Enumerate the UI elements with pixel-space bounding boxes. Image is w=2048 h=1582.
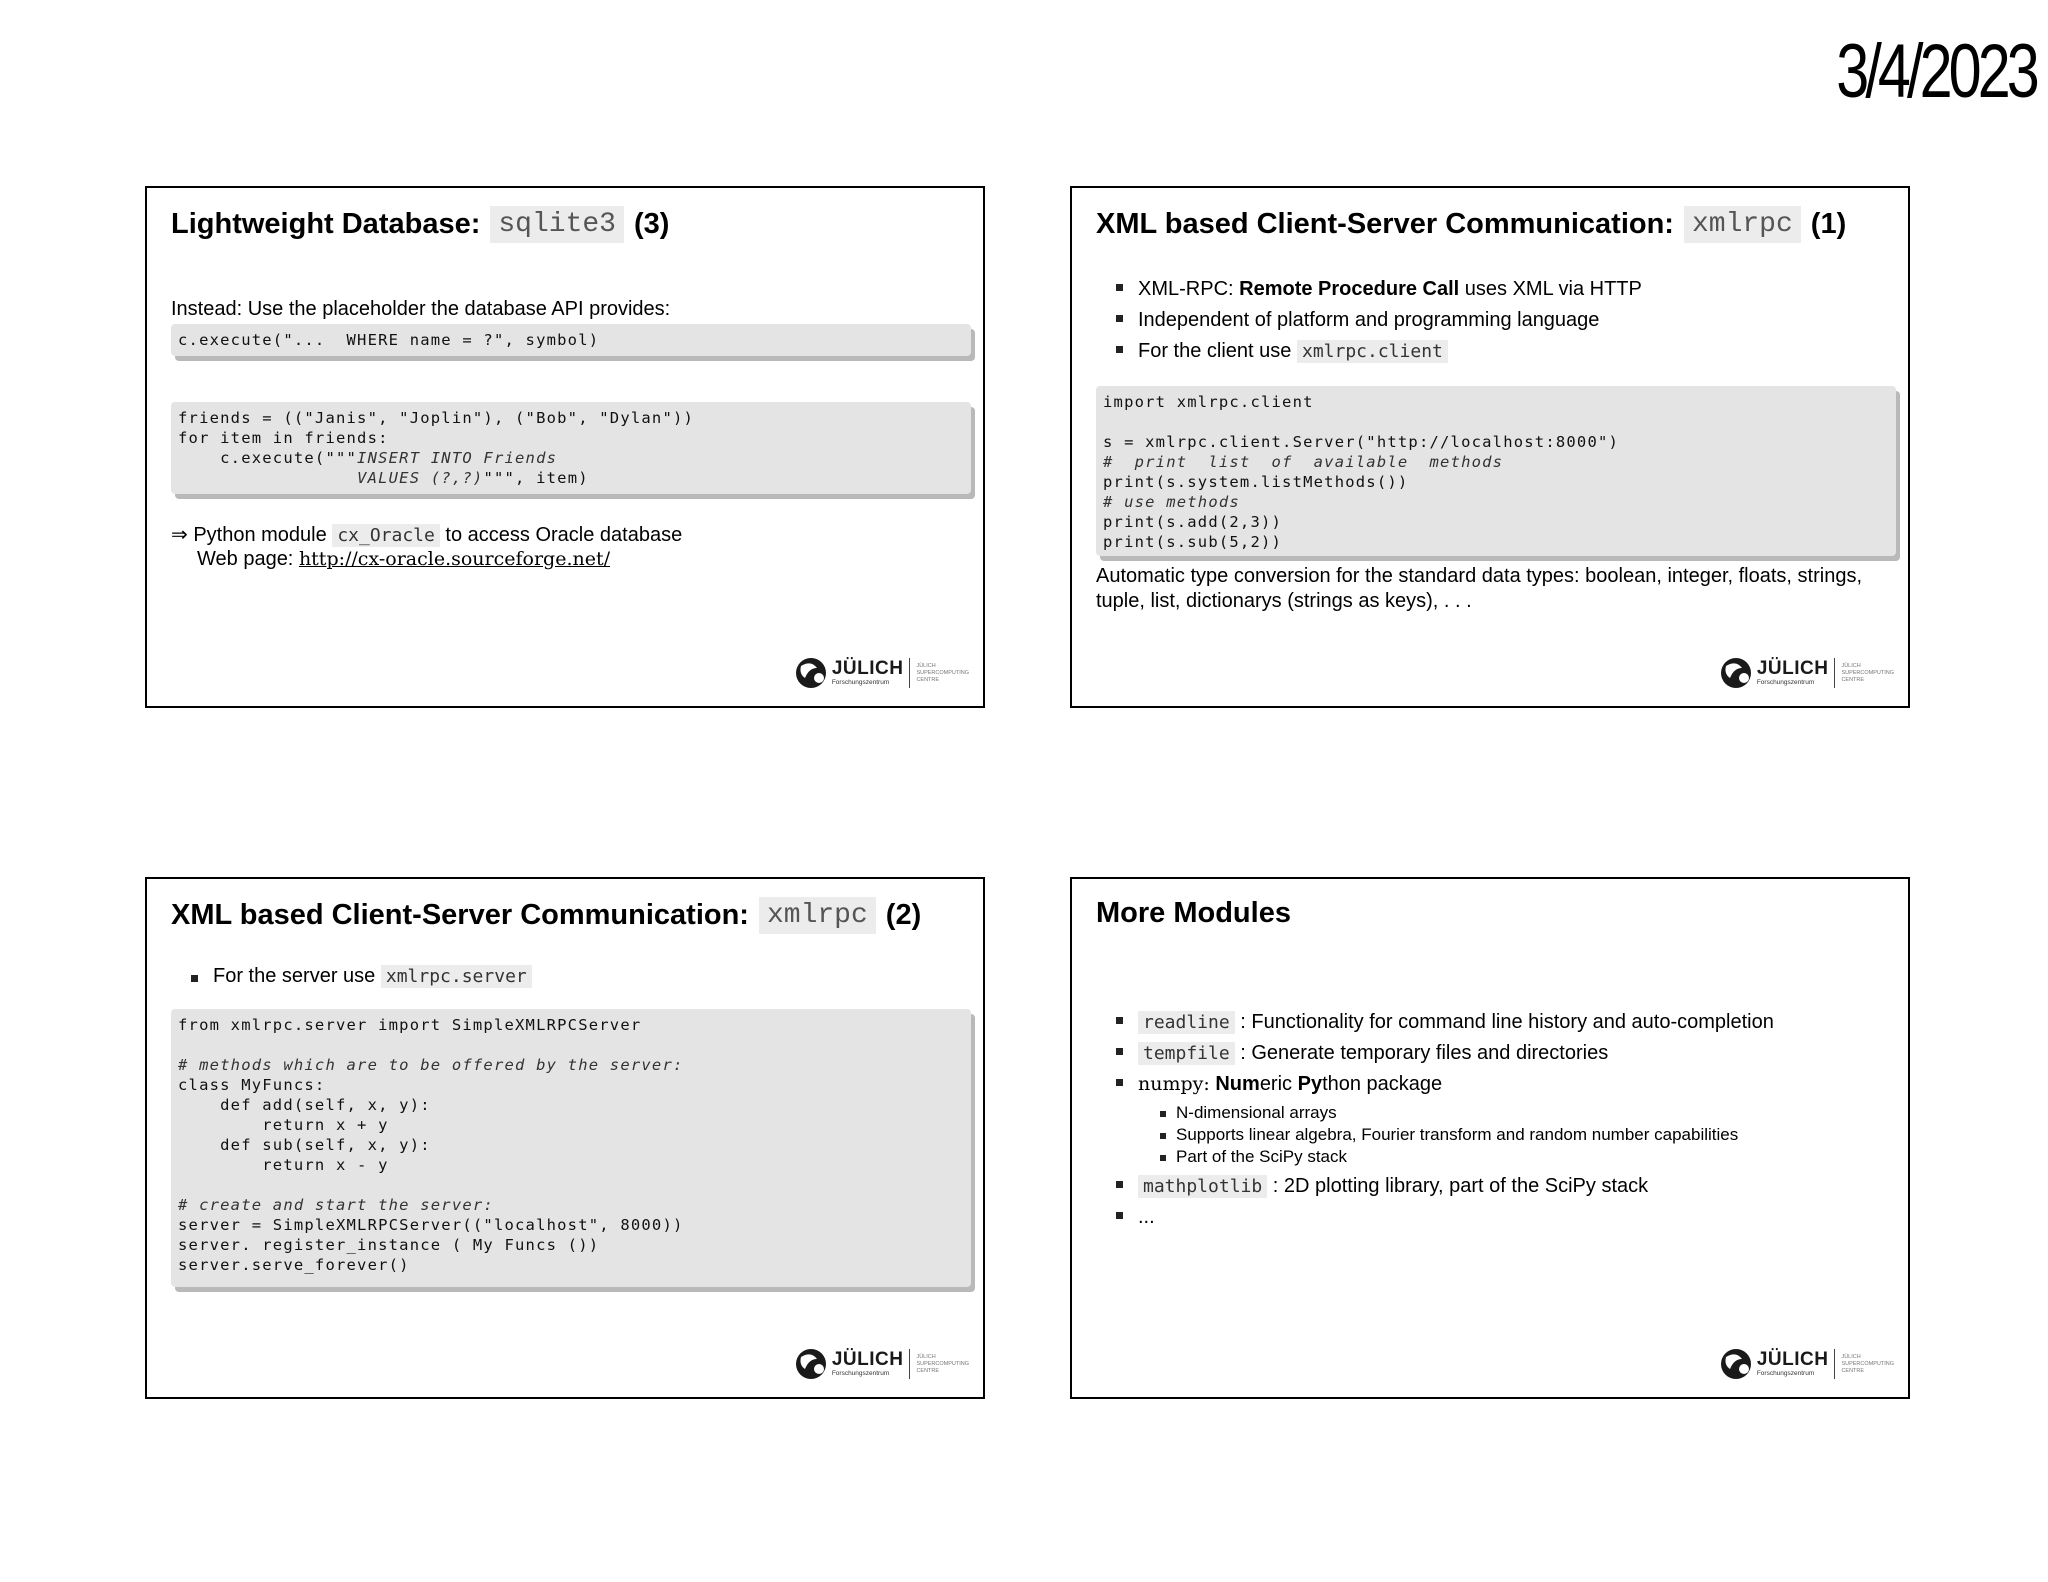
code-line: def sub(self, x, y): [178, 1136, 431, 1154]
title-text: Lightweight Database: [171, 208, 481, 240]
code-comment: VALUES (?,?) [357, 469, 484, 487]
code-indent [178, 469, 357, 487]
list-item: readline : Functionality for command line history and auto-completion [1116, 1007, 1774, 1038]
logo-brand: JÜLICH [1756, 1349, 1829, 1370]
slide-more-modules [1070, 877, 1910, 1399]
list-item: mathplotlib : 2D plotting library, part of the SciPy stack [1116, 1171, 1774, 1202]
code-comment: INSERT INTO Friends [357, 449, 558, 467]
code-line: s = xmlrpc.client.Server("http://localhost:8000") [1103, 433, 1620, 451]
title-suffix: (2) [885, 899, 922, 931]
inline-code: readline [1138, 1011, 1235, 1034]
list-item: For the client use xmlrpc.client [1116, 336, 1642, 367]
arrow-icon: ⇒ [171, 524, 188, 546]
title-code: xmlrpc [759, 897, 876, 934]
code-block-client [1096, 386, 1896, 556]
slide-xmlrpc-1 [1070, 186, 1910, 708]
intro-text: Instead: Use the placeholder the database API provides: [171, 298, 671, 320]
julich-logo [1720, 1345, 1894, 1383]
logo-brand: JÜLICH [831, 658, 904, 679]
list-item: XML-RPC: Remote Procedure Call uses XML via HTTP [1116, 274, 1642, 305]
code-line: """, item) [483, 469, 589, 487]
code-block-server [171, 1009, 971, 1287]
list-item: Part of the SciPy stack [1160, 1146, 1774, 1168]
logo-right: SUPERCOMPUTING [1841, 1360, 1894, 1367]
logo-brand: JÜLICH [1756, 658, 1829, 679]
code-line: import xmlrpc.client [1103, 393, 1314, 411]
code-line: server.serve_forever() [178, 1256, 410, 1274]
slide-sqlite3 [145, 186, 985, 708]
code-comment: # use methods [1103, 493, 1240, 511]
logo-sub: Forschungszentrum [1756, 679, 1815, 686]
logo-right: SUPERCOMPUTING [916, 1360, 969, 1367]
note-prefix: Python module [193, 524, 327, 546]
title-suffix: (1) [1810, 208, 1847, 240]
code-line: friends = (("Janis", "Joplin"), ("Bob", "Dylan")) [178, 409, 695, 427]
bullet-list [1116, 274, 1642, 367]
note-suffix: to access Oracle database [445, 524, 683, 546]
code-line: from xmlrpc.server import SimpleXMLRPCServer [178, 1016, 642, 1034]
slide-xmlrpc-2 [145, 877, 985, 1399]
title-code: sqlite3 [490, 206, 624, 243]
web-label: Web page: [197, 548, 294, 570]
web-page-line [197, 548, 610, 571]
julich-mark-icon [795, 656, 827, 690]
logo-sub: Forschungszentrum [831, 1370, 890, 1377]
page-date: 3/4/2023 [1836, 29, 2036, 114]
slide-title: More Modules [1096, 897, 1291, 929]
inline-code: xmlrpc.client [1297, 340, 1448, 363]
title-text: XML based Client-Server Communication: [171, 899, 749, 931]
logo-right: CENTRE [916, 1367, 940, 1374]
julich-logo [795, 1345, 969, 1383]
list-item: Supports linear algebra, Fourier transform and random number capabilities [1160, 1124, 1774, 1146]
code-line: server = SimpleXMLRPCServer(("localhost", 8000)) [178, 1216, 684, 1234]
julich-logo [1720, 654, 1894, 692]
code-line: server. register_instance ( My Funcs ()) [178, 1236, 600, 1254]
logo-right: JÜLICH [1841, 1353, 1861, 1360]
logo-right: SUPERCOMPUTING [1841, 669, 1894, 676]
code-comment: # create and start the server: [178, 1196, 494, 1214]
logo-right: CENTRE [1841, 1367, 1865, 1374]
title-code: xmlrpc [1684, 206, 1801, 243]
list-item: N-dimensional arrays [1160, 1102, 1774, 1124]
julich-mark-icon [1720, 656, 1752, 690]
conversion-note: Automatic type conversion for the standard data types: boolean, integer, floats, strings, tuple, list, dictionarys (strings as keys), . . . [1096, 565, 1862, 612]
code-block-placeholder: c.execute("... WHERE name = ?", symbol) [171, 324, 971, 356]
slide-title [1096, 206, 1846, 243]
list-item: tempfile : Generate temporary files and directories [1116, 1038, 1774, 1069]
bullet-list [1116, 1007, 1774, 1232]
slide-title [171, 897, 921, 934]
inline-code: tempfile [1138, 1042, 1235, 1065]
logo-brand: JÜLICH [831, 1349, 904, 1370]
list-item: Independent of platform and programming language [1116, 305, 1642, 336]
list-item: numpy: Numeric Python package N-dimensional arrays Supports linear algebra, Fourier transform and random number capabilities Part of the SciPy stack [1116, 1069, 1774, 1168]
code-comment: # methods which are to be offered by the server: [178, 1056, 684, 1074]
logo-right: SUPERCOMPUTING [916, 669, 969, 676]
logo-sub: Forschungszentrum [1756, 1370, 1815, 1377]
inline-code: xmlrpc.server [381, 965, 532, 988]
code-line: c.execute(""" [178, 449, 358, 467]
julich-mark-icon [1720, 1347, 1752, 1381]
list-item: ... [1116, 1202, 1774, 1232]
julich-logo [795, 654, 969, 692]
list-item: For the server use xmlrpc.server [191, 965, 532, 988]
bullet-list [191, 965, 532, 988]
code-line: print(s.system.listMethods()) [1103, 473, 1409, 491]
code-line: print(s.sub(5,2)) [1103, 533, 1283, 551]
julich-mark-icon [795, 1347, 827, 1381]
code-line: print(s.add(2,3)) [1103, 513, 1283, 531]
numpy-name: numpy: [1138, 1073, 1210, 1095]
oracle-note [171, 522, 682, 547]
logo-right: JÜLICH [916, 662, 936, 669]
web-link[interactable]: http://cx-oracle.sourceforge.net/ [298, 548, 611, 570]
code-comment: # print list of available methods [1103, 453, 1504, 471]
code-block-insert [171, 402, 971, 494]
numpy-sub-list [1160, 1102, 1774, 1168]
code-line: return x - y [178, 1156, 389, 1174]
title-text: XML based Client-Server Communication: [1096, 208, 1674, 240]
logo-right: CENTRE [916, 676, 940, 683]
bold-text: Remote Procedure Call [1239, 278, 1460, 300]
code-line: return x + y [178, 1116, 389, 1134]
slide-title [171, 206, 669, 243]
logo-right: JÜLICH [1841, 662, 1861, 669]
logo-sub: Forschungszentrum [831, 679, 890, 686]
logo-right: CENTRE [1841, 676, 1865, 683]
code-line: class MyFuncs: [178, 1076, 326, 1094]
inline-code: mathplotlib [1138, 1175, 1267, 1198]
code-line: def add(self, x, y): [178, 1096, 431, 1114]
logo-right: JÜLICH [916, 1353, 936, 1360]
code-line: for item in friends: [178, 429, 389, 447]
note-code: cx_Oracle [332, 524, 440, 547]
title-suffix: (3) [633, 208, 670, 240]
